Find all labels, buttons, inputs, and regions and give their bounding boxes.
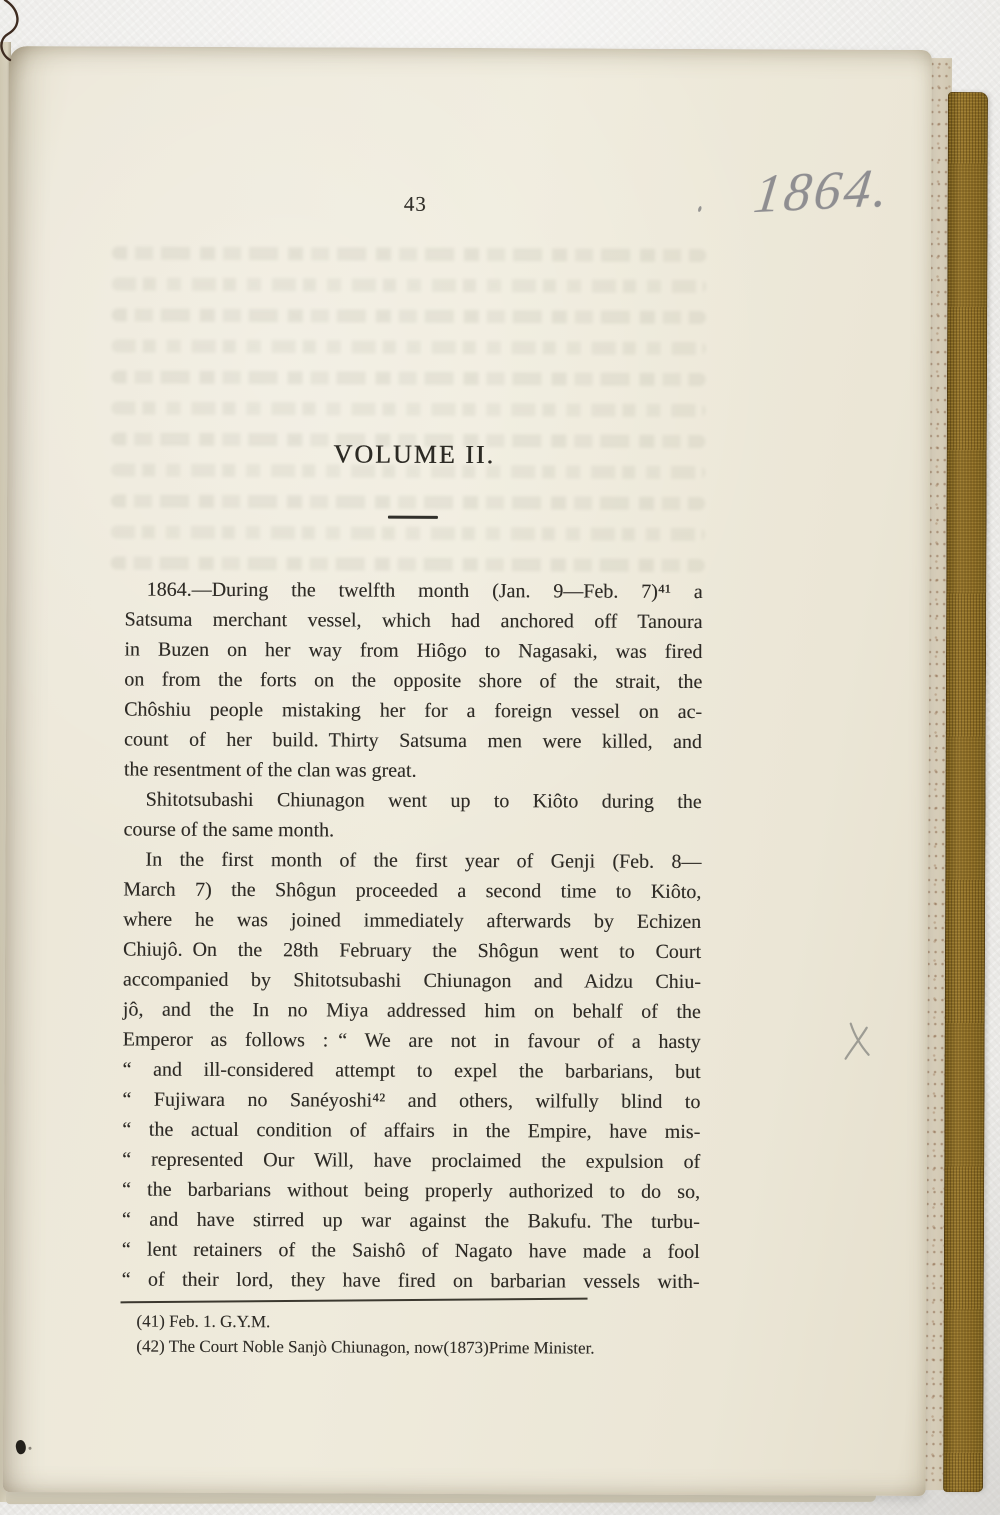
bleedthrough-line <box>111 401 705 417</box>
body-line: the resentment of the clan was great. <box>123 758 417 782</box>
body-line: March 7) the Shôgun proceeded a second time to Kiôto, <box>123 878 702 904</box>
ink-blot <box>14 1439 27 1455</box>
body-line: “ lent retainers of the Saishô of Nagato have made a fool <box>121 1238 700 1264</box>
book-page <box>3 46 932 1496</box>
bleedthrough-line <box>112 370 706 386</box>
handwritten-year-annotation: 1864. <box>750 157 895 225</box>
bleedthrough-line <box>111 494 705 510</box>
body-line: Chiujô. On the 28th February the Shôgun went to Court <box>123 938 702 964</box>
body-line: “ of their lord, they have fired on barbarian vessels with- <box>121 1268 700 1294</box>
body-line: in Buzen on her way from Hiôgo to Nagasaki, was fired <box>124 638 703 664</box>
bleedthrough-line <box>112 308 706 324</box>
body-line: Satsuma merchant vessel, which had anchored off Tanoura <box>124 608 703 634</box>
body-line: In the first month of the first year of Genji (Feb. 8— <box>145 848 702 874</box>
footnote-line: (41) Feb. 1. G.Y.M. <box>136 1311 271 1332</box>
body-line: accompanied by Shitotsubashi Chiunagon and Aidzu Chiu- <box>122 968 701 994</box>
volume-heading: VOLUME II. <box>333 439 496 470</box>
body-line: Emperor as follows : “ We are not in favour of a hasty <box>122 1028 701 1054</box>
binding-thread-icon <box>0 0 30 70</box>
body-line: “ represented Our Will, have proclaimed the expulsion of <box>122 1148 701 1174</box>
body-line: count of her build. Thirty Satsuma men were killed, and <box>123 728 703 754</box>
body-line: “ the barbarians without being properly authorized to do so, <box>121 1178 701 1204</box>
page-number: 43 <box>403 191 427 216</box>
body-text <box>122 575 703 1298</box>
section-divider-rule <box>388 516 438 519</box>
footnotes <box>136 1309 594 1361</box>
bleedthrough-line <box>112 246 706 262</box>
footnote-line: (42) The Court Noble Sanjò Chiunagon, now(1873)Prime Minister. <box>136 1336 595 1358</box>
body-line: Chôshiu people mistaking her for a foreign vessel on ac- <box>124 698 703 724</box>
body-line: “ and ill-considered attempt to expel the barbarians, but <box>122 1058 701 1084</box>
body-line: on from the forts on the opposite shore of the strait, the <box>124 668 703 694</box>
book-cover-edge <box>943 92 988 1492</box>
bleedthrough-line <box>112 339 706 355</box>
body-line: course of the same month. <box>123 818 335 842</box>
body-line: Shitotsubashi Chiunagon went up to Kiôto during the <box>145 788 702 814</box>
body-line: where he was joined immediately afterwards by Echizen <box>123 908 702 934</box>
body-line: “ the actual condition of affairs in the Empire, have mis- <box>122 1118 701 1144</box>
bleedthrough-line <box>112 277 706 293</box>
body-line: jô, and the In no Miya addressed him on behalf of the <box>122 998 701 1024</box>
body-line: 1864.—During the twelfth month (Jan. 9—Feb. 7)⁴¹ a <box>146 578 703 604</box>
pencil-x-mark <box>841 1018 877 1064</box>
body-line: “ and have stirred up war against the Bakufu. The turbu- <box>121 1208 700 1234</box>
bleedthrough-line <box>111 525 705 541</box>
body-line: “ Fujiwara no Sanéyoshi⁴² and others, wilfully blind to <box>122 1088 701 1114</box>
bleedthrough-line <box>111 556 705 572</box>
